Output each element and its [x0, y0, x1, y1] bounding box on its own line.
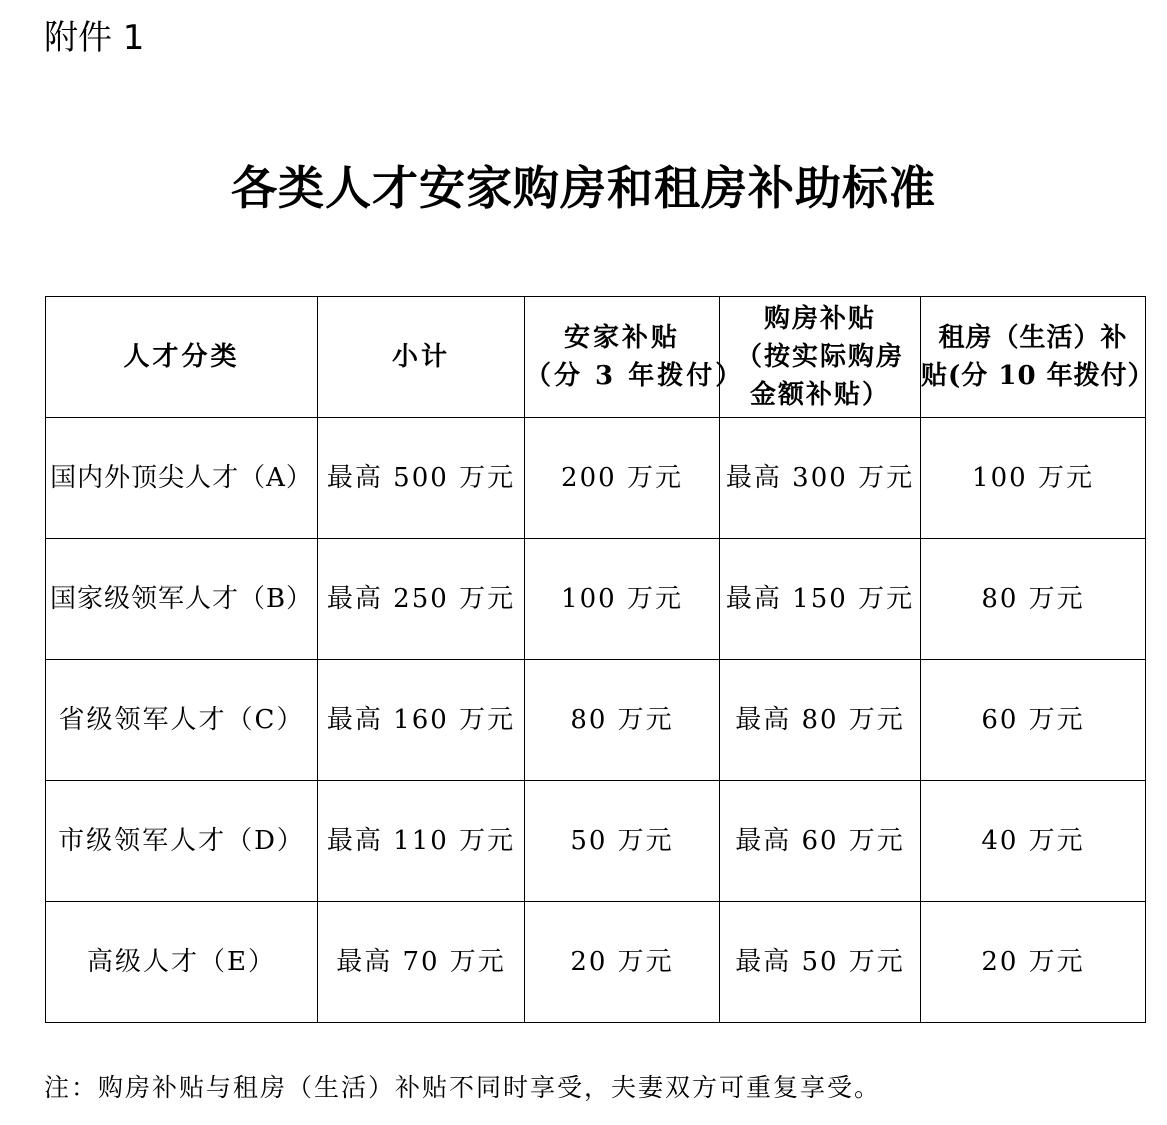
header-line: 贴(分 10 年拨付）: [921, 361, 1155, 391]
table-header-row: [46, 297, 1146, 418]
cell-rental-subsidy: 40 万元: [921, 781, 1146, 902]
cell-purchase-subsidy: 最高 80 万元: [720, 660, 921, 781]
header-line: 人才分类: [123, 342, 240, 372]
header-line: 购房补贴: [763, 304, 876, 334]
cell-purchase-subsidy: 最高 300 万元: [720, 418, 921, 539]
cell-subtotal: 最高 160 万元: [318, 660, 525, 781]
cell-subtotal: 最高 70 万元: [318, 902, 525, 1023]
table-row: [46, 418, 1146, 539]
table-row: [46, 539, 1146, 660]
cell-settlement-subsidy: 200 万元: [525, 418, 720, 539]
header-line: （分 3 年拨付）: [525, 361, 745, 391]
cell-purchase-subsidy: 最高 50 万元: [720, 902, 921, 1023]
document-title: 各类人才安家购房和租房补助标准: [231, 161, 936, 215]
header-line: 金额补贴）: [749, 380, 890, 410]
header-purchase-subsidy: [720, 297, 921, 418]
cell-rental-subsidy: 100 万元: [921, 418, 1146, 539]
cell-talent-category: 国内外顶尖人才（A）: [46, 418, 318, 539]
table-row: [46, 660, 1146, 781]
cell-settlement-subsidy: 50 万元: [525, 781, 720, 902]
header-talent-category: [46, 297, 318, 418]
header-rental-subsidy: [921, 297, 1155, 418]
footnote: 注：购房补贴与租房（生活）补贴不同时享受，夫妻双方可重复享受。: [44, 1073, 882, 1102]
table-row: [46, 902, 1146, 1023]
header-line: 小计: [391, 342, 450, 372]
cell-settlement-subsidy: 100 万元: [525, 539, 720, 660]
cell-rental-subsidy: 60 万元: [921, 660, 1146, 781]
cell-subtotal: 最高 250 万元: [318, 539, 525, 660]
table-row: [46, 781, 1146, 902]
cell-talent-category: 省级领军人才（C）: [46, 660, 318, 781]
cell-talent-category: 国家级领军人才（B）: [46, 539, 318, 660]
cell-subtotal: 最高 110 万元: [318, 781, 525, 902]
header-settlement-subsidy: [525, 297, 745, 418]
cell-talent-category: 高级人才（E）: [46, 902, 318, 1023]
cell-settlement-subsidy: 80 万元: [525, 660, 720, 781]
subsidy-standards-table: [45, 296, 1155, 1023]
attachment-label: 附件 1: [44, 18, 145, 58]
header-line: 安家补贴: [563, 323, 680, 353]
cell-talent-category: 市级领军人才（D）: [46, 781, 318, 902]
header-line: 租房（生活）补: [938, 323, 1128, 353]
cell-purchase-subsidy: 最高 150 万元: [720, 539, 921, 660]
cell-subtotal: 最高 500 万元: [318, 418, 525, 539]
cell-settlement-subsidy: 20 万元: [525, 902, 720, 1023]
cell-rental-subsidy: 20 万元: [921, 902, 1146, 1023]
header-line: （按实际购房: [735, 342, 904, 372]
header-subtotal: [318, 297, 525, 418]
cell-rental-subsidy: 80 万元: [921, 539, 1146, 660]
cell-purchase-subsidy: 最高 60 万元: [720, 781, 921, 902]
